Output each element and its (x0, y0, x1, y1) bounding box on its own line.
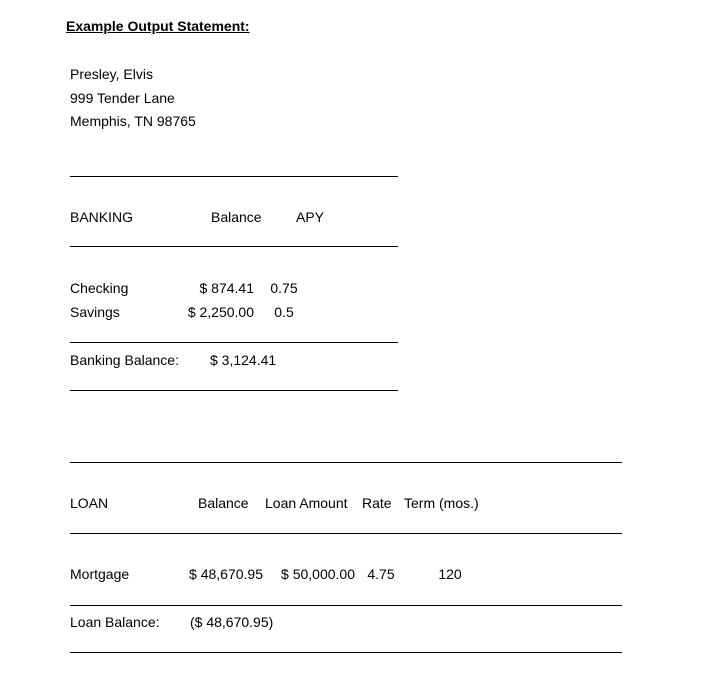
loan-name: Mortgage (70, 566, 130, 582)
banking-col-apy: APY (296, 209, 325, 225)
loan-term: 120 (438, 566, 462, 582)
banking-total-label: Banking Balance: (70, 352, 179, 368)
loan-col-balance: Balance (198, 495, 249, 511)
divider (70, 605, 622, 606)
account-apy: 0.75 (270, 280, 298, 296)
divider (70, 176, 398, 177)
customer-name: Presley, Elvis (70, 66, 153, 82)
divider (70, 342, 398, 343)
banking-total-value: $ 3,124.41 (210, 352, 277, 368)
loan-col-amount: Loan Amount (265, 495, 348, 511)
banking-col-balance: Balance (211, 209, 262, 225)
loan-amount: $ 50,000.00 (281, 566, 355, 582)
divider (70, 462, 622, 463)
loan-col-rate: Rate (362, 495, 392, 511)
statement-heading: Example Output Statement: (66, 18, 250, 34)
loan-total-value: ($ 48,670.95) (190, 614, 274, 630)
divider (70, 533, 622, 534)
account-name: Savings (70, 304, 120, 320)
city-state-zip: Memphis, TN 98765 (70, 113, 196, 129)
street-address: 999 Tender Lane (70, 90, 175, 106)
loan-rate: 4.75 (367, 566, 395, 582)
loan-total-label: Loan Balance: (70, 614, 160, 630)
account-apy: 0.5 (274, 304, 294, 320)
loan-balance: $ 48,670.95 (189, 566, 263, 582)
banking-section-label: BANKING (70, 209, 134, 225)
divider (70, 246, 398, 247)
account-balance: $ 874.41 (199, 280, 254, 296)
divider (70, 652, 622, 653)
loan-col-term: Term (mos.) (404, 495, 479, 511)
account-name: Checking (70, 280, 129, 296)
divider (70, 390, 398, 391)
account-balance: $ 2,250.00 (187, 304, 254, 320)
loan-section-label: LOAN (70, 495, 109, 511)
